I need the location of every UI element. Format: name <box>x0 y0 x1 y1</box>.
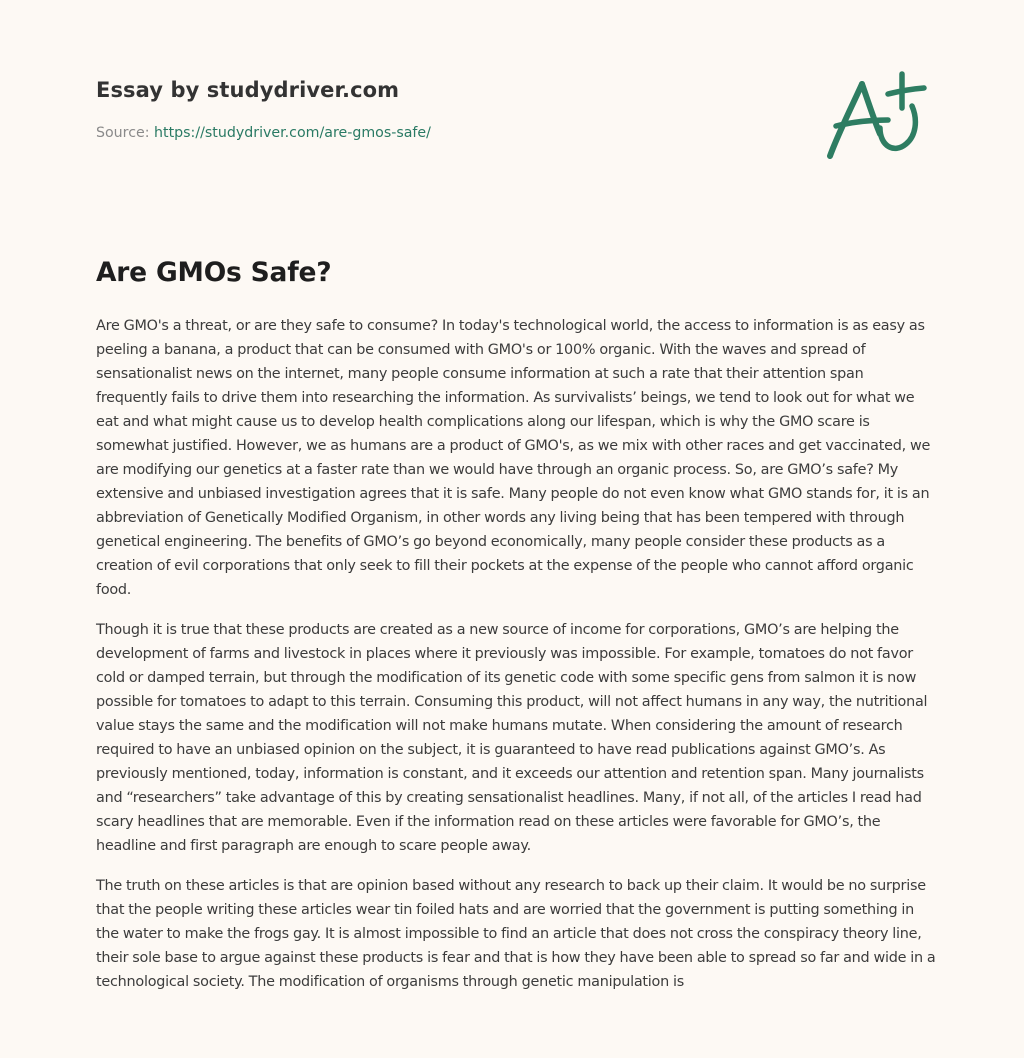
essay-header <box>96 76 936 143</box>
brand-title: Essay by studydriver.com <box>96 78 400 102</box>
essay-paragraph: Though it is true that these products are created as a new source of income for corporations, GMO’s are helping the development of farms and livestock in places where it previously was impossible. For example, tomatoes do not favor cold or damped terrain, but through the modification of its genetic code with some specific gens from salmon it is now possible for tomatoes to adapt to this terrain. Consuming this product, will not affect humans in any way, the nutritional value stays the same and the modification will not make humans mutate. When considering the amount of research required to have an unbiased opinion on the subject, it is guaranteed to have read publications against GMO’s. As previously mentioned, today, information is constant, and it exceeds our attention and retention span. Many journalists and “researchers” take advantage of this by creating sensationalist headlines. Many, if not all, of the articles I read had scary headlines that are memorable. Even if the information read on these articles were favorable for GMO’s, the headline and first paragraph are enough to scare people away. <box>96 622 928 854</box>
essay-title: Are GMOs Safe? <box>96 257 332 288</box>
essay-body <box>96 314 938 1010</box>
essay-paragraph: Are GMO's a threat, or are they safe to consume? In today's technological world, the access to information is as easy as peeling a banana, a product that can be consumed with GMO's or 100% organic. With the waves and spread of sensationalist news on the internet, many people consume information at such a rate that their attention span frequently fails to drive them into researching the information. As survivalists’ beings, we tend to look out for what we eat and what might cause us to develop health complications along our lifespan, which is why the GMO scare is somewhat justified. However, we as humans are a product of GMO's, as we mix with other races and get vaccinated, we are modifying our genetics at a faster rate than we would have through an organic process. So, are GMO’s safe? My extensive and unbiased investigation agrees that it is safe. Many people do not even know what GMO stands for, it is an abbreviation of Genetically Modified Organism, in other words any living being that has been tempered with through genetical engineering. The benefits of GMO’s go beyond economically, many people consider these products as a creation of evil corporations that only seek to fill their pockets at the expense of the people who cannot afford organic food. <box>96 318 931 598</box>
source-line <box>96 123 936 143</box>
source-link[interactable]: https://studydriver.com/are-gmos-safe/ <box>154 125 431 141</box>
essay-paragraph: The truth on these articles is that are opinion based without any research to back up their claim. It would be no surprise that the people writing these articles wear tin foiled hats and are worried that the government is putting something in the water to make the frogs gay. It is almost impossible to find an article that does not cross the conspiracy theory line, their sole base to argue against these products is fear and that is how they have been able to spread so far and wide in a technological society. The modification of organisms through genetic manipulation is <box>96 878 936 990</box>
a-plus-grade-icon <box>822 68 928 168</box>
source-label: Source: <box>96 125 155 141</box>
